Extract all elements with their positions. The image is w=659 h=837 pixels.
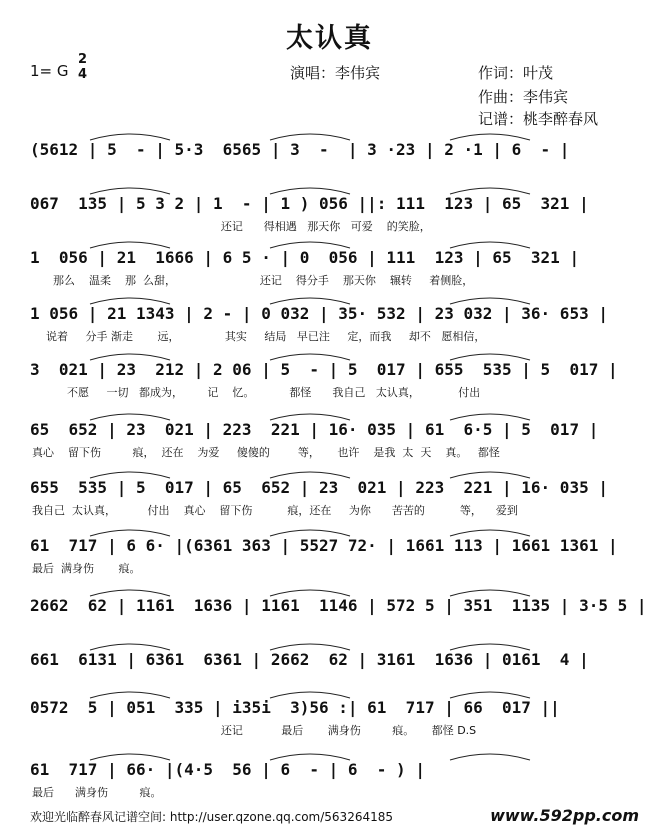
lyrics-row: 那么 温柔 那 么甜， 还记 得分手 那天你 辗转 着侧脸， [32,274,474,287]
score-line [30,514,630,580]
lyrics-row: 还记 得相遇 那天你 可爱 的笑脸， [32,220,431,233]
score-line [30,456,630,522]
score-line [30,338,630,404]
slur-arc [450,754,530,760]
lyrics-row: 我自己 太认真， 付出 真心 留下伤 痕，还在 为你 苦苦的 等， 爱到 [32,504,518,517]
lyrics-row: 说着 分手 渐走 远， 其实 结局 早已注 定，而我 却不 愿相信， [32,330,486,343]
notes-row: 067 135 | 5 3 2 | 1 - | 1 ) 056 ||: 111 123 | 65 321 | [30,194,589,213]
lyrics-row: 最后 满身伤 痕。 [32,562,141,575]
notes-row: 61 717 | 66· |(4·5 56 | 6 - | 6 - ) | [30,760,425,779]
notes-row: 655 535 | 5 017 | 65 652 | 23 021 | 223 221 | 16· 035 | [30,478,608,497]
notes-row: 661 6131 | 6361 6361 | 2662 62 | 3161 1636 | 0161 4 | [30,650,589,669]
notes-row: 61 717 | 6 6· |(6361 363 | 5527 72· | 1661 113 | 1661 1361 | [30,536,618,555]
notes-row: 65 652 | 23 021 | 223 221 | 16· 035 | 61 6·5 | 5 017 | [30,420,599,439]
notes-row: 3 021 | 23 212 | 2 06 | 5 - | 5 017 | 655 535 | 5 017 | [30,360,618,379]
footer-text: 欢迎光临醉春风记谱空间: http://user.qzone.qq.com/563264185 [30,810,394,824]
notes-row: 2662 62 | 1161 1636 | 1161 1146 | 572 5 | 351 1135 | 3·5 5 | [30,596,647,615]
notes-row: 1 056 | 21 1666 | 6 5 · | 0 056 | 111 123 | 65 321 | [30,248,580,267]
score-line [30,676,630,742]
notes-row: 1 056 | 21 1343 | 2 - | 0 032 | 35· 532 | 23 032 | 36· 653 | [30,304,608,323]
notes-row: (5612 | 5 - | 5·3 6565 | 3 - | 3 ·23 | 2 ·1 | 6 - | [30,140,570,159]
time-signature-top: 2 [78,52,88,67]
lyrics-row: 最后 满身伤 痕。 [32,786,162,799]
lyrics-row: 真心 留下伤 痕， 还在 为爱 傻傻的 等， 也许 是我 太 天 真。 都怪 [32,446,500,459]
transcriber-credit: 记谱：桃李醉春风 [478,110,599,128]
score-line [30,398,630,464]
lyrics-row: 还记 最后 满身伤 痕。 都怪 D.S [32,724,477,737]
lyrics-row: 不愿 一切 都成为， 记 忆。 都怪 我自己 太认真， 付出 [32,386,481,399]
score-line [30,738,630,804]
singer-credit: 演唱：李伟宾 [290,64,381,82]
composer-credit: 作曲：李伟宾 [478,88,569,106]
song-title: 太认真 [286,23,373,54]
lyricist-credit: 作词：叶茂 [478,64,554,82]
notes-row: 0572 5 | 051 335 | i35i 3)56 :| 61 717 | 66 017 || [30,698,560,717]
time-signature-bottom: 4 [78,67,88,82]
key-signature: 1= G [30,62,69,80]
site-watermark: www.592pp.com [490,806,639,825]
